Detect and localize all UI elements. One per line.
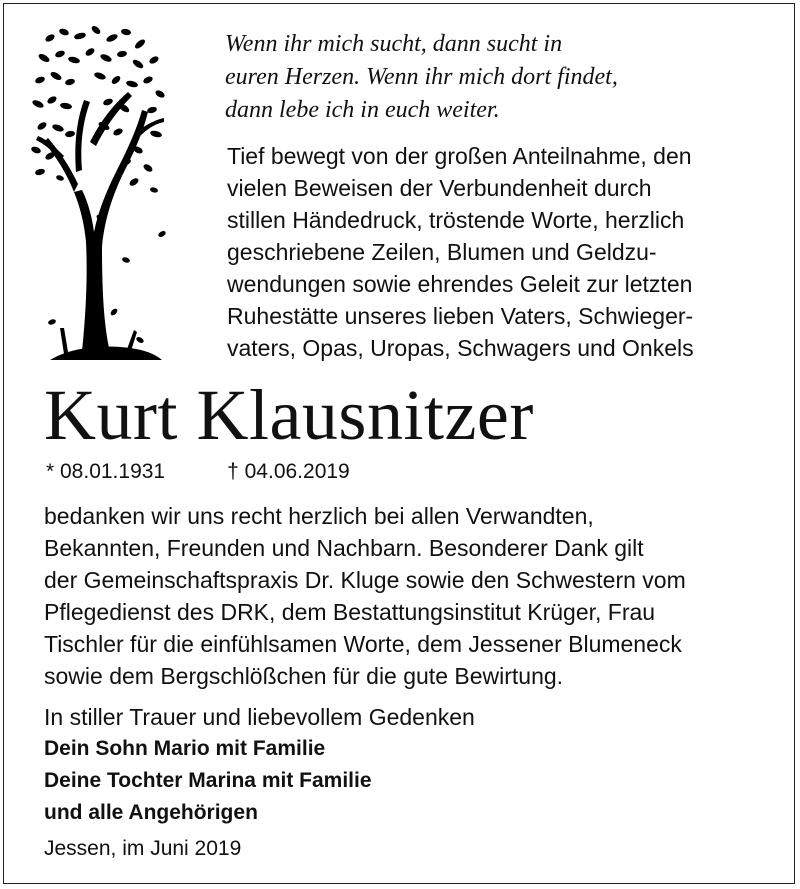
- quote-line: euren Herzen. Wenn ihr mich dort findet,: [225, 64, 618, 90]
- life-dates: [46, 458, 350, 486]
- deceased-name: Kurt Klausnitzer: [44, 375, 534, 455]
- intro-line: vaters, Opas, Uropas, Schwagers und Onkels: [227, 335, 694, 361]
- signer: Deine Tochter Marina mit Familie: [44, 769, 372, 792]
- memorial-quote: [225, 28, 785, 127]
- birth-date: * 08.01.1931: [46, 460, 166, 483]
- quote-line: dann lebe ich in euch weiter.: [225, 97, 500, 123]
- intro-line: geschriebene Zeilen, Blumen und Geldzu-: [227, 239, 657, 265]
- thanks-line: der Gemeinschaftspraxis Dr. Kluge sowie den Schwestern vom: [44, 567, 686, 593]
- thanks-line: Pflegedienst des DRK, dem Bestattungsinstitut Krüger, Frau: [44, 599, 656, 625]
- thanks-text: [44, 500, 784, 692]
- death-date: † 04.06.2019: [227, 460, 350, 483]
- thanks-line: bedanken wir uns recht herzlich bei allen Verwandten,: [44, 503, 594, 529]
- thanks-line: Bekannten, Freunden und Nachbarn. Besonderer Dank gilt: [44, 535, 644, 561]
- tree-with-falling-leaves-icon: [30, 22, 170, 367]
- intro-line: vielen Beweisen der Verbundenheit durch: [227, 175, 652, 201]
- intro-line: Ruhestätte unseres lieben Vaters, Schwieger-: [227, 303, 694, 329]
- quote-line: Wenn ihr mich sucht, dann sucht in: [225, 31, 563, 57]
- thanks-line: sowie dem Bergschlößchen für die gute Bewirtung.: [44, 663, 564, 689]
- intro-text: [227, 140, 787, 364]
- mourning-line: In stiller Trauer und liebevollem Gedenken: [44, 704, 475, 730]
- signer: Dein Sohn Mario mit Familie: [44, 737, 326, 760]
- intro-line: Tief bewegt von der großen Anteilnahme, den: [227, 143, 692, 169]
- signer: und alle Angehörigen: [44, 801, 258, 824]
- intro-line: wendungen sowie ehrendes Geleit zur letzten: [227, 271, 693, 297]
- signers-list: [44, 733, 372, 829]
- intro-line: stillen Händedruck, tröstende Worte, herzlich: [227, 207, 685, 233]
- place-date: Jessen, im Juni 2019: [44, 837, 242, 860]
- thanks-line: Tischler für die einfühlsamen Worte, dem Jessener Blumeneck: [44, 631, 682, 657]
